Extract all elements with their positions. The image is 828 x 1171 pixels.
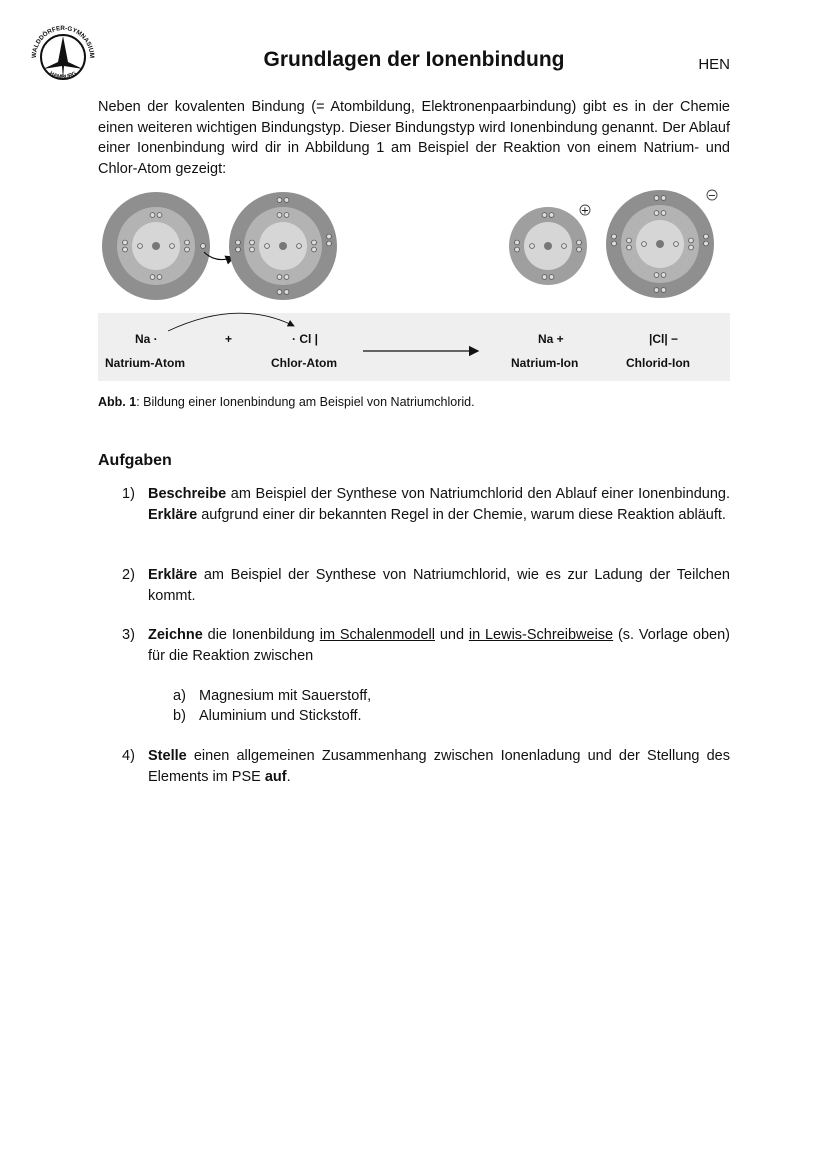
positive-charge-icon: + [580,205,590,217]
subtask-number: a) [173,688,186,704]
subtask-text: Aluminium und Stickstoff. [199,708,362,724]
caption-prefix: Abb. 1 [98,395,137,409]
chloride-ion-symbol: |Cl| − [649,332,679,346]
subtask-number: b) [173,708,186,724]
task-verb: Erkläre [148,506,198,523]
task-text: aufgrund einer dir bekannten Regel in der Chemie, warum diese Reaktion abläuft. [197,506,726,523]
chloride-ion-model [606,190,717,298]
tasks-heading: Aufgaben [98,452,172,469]
task-text: und [434,627,469,643]
task-text: am Beispiel der Synthese von Natriumchlorid, wie es zur Ladung der Teilchen kommt. [148,567,730,604]
plus-sign: + [225,332,233,346]
task-number: 2) [122,567,135,583]
task-3 [122,625,730,666]
task-1 [122,484,730,525]
sodium-atom-label: Natrium-Atom [105,356,185,370]
intro-paragraph: Neben der kovalenten Bindung (= Atombildung, Elektronenpaarbindung) gibt es in der Chemie einen weiteren wichtigen Bindungstyp. Dieser Bindungstyp wird Ionenbindung genannt. Der Ablauf einer Ionenbindung wird dir in Abbildung 1 am Beispiel der Reaktion von einem Natrium- und Chlor-Atom gezeigt: [98,99,730,177]
subtask-a [173,686,371,707]
sodium-ion-label: Natrium-Ion [511,356,579,370]
chlorine-lewis-symbol: · Cl | [292,332,319,346]
figure-caption [98,395,475,409]
task-underlined: in Lewis-Schreibweise [468,627,614,643]
task-number: 4) [122,748,135,764]
page-title: Grundlagen der Ionenbindung [263,48,565,71]
task-underlined: im Schalenmodell [319,627,435,643]
task-number: 1) [122,486,135,502]
chloride-ion-label: Chlorid-Ion [626,356,690,370]
task-2 [122,565,730,606]
task-verb: Erkläre [148,567,198,583]
sodium-lewis-symbol: Na · [135,332,158,346]
caption-text: : Bildung einer Ionenbindung am Beispiel von Natriumchlorid. [136,395,475,409]
task-verb: auf [264,768,287,785]
document-code: HEN [698,56,730,73]
sodium-atom-model [102,192,210,300]
task-verb: Stelle [148,748,187,764]
sodium-ion-symbol: Na + [538,332,564,346]
task-number: 3) [122,627,135,643]
subtask-b [173,706,362,727]
task-text: einen allgemeinen Zusammenhang zwischen Ionenladung und der Stellung des Elements im PSE [148,748,730,785]
subtask-text: Magnesium mit Sauerstoff, [199,688,372,704]
task-verb: Beschreibe [148,486,227,502]
sodium-ion-model [509,205,590,285]
negative-charge-icon: − [707,190,717,202]
task-text: am Beispiel der Synthese von Natriumchlorid den Ablauf einer Ionenbindung. [226,486,730,502]
logo-text-top: WALDDÖRFER-GYMNASIUM [30,24,96,59]
task-text: . [286,768,291,785]
task-4 [122,746,730,787]
task-text: die Ionenbildung [202,627,320,643]
task-verb: Zeichne [148,627,203,643]
task-text: (s. Vorlage oben) für die Reaktion zwischen [148,627,731,664]
logo-text-bottom: HAMBURG [48,70,78,81]
chlorine-atom-label: Chlor-Atom [271,356,337,370]
chlorine-atom-model [229,192,337,300]
